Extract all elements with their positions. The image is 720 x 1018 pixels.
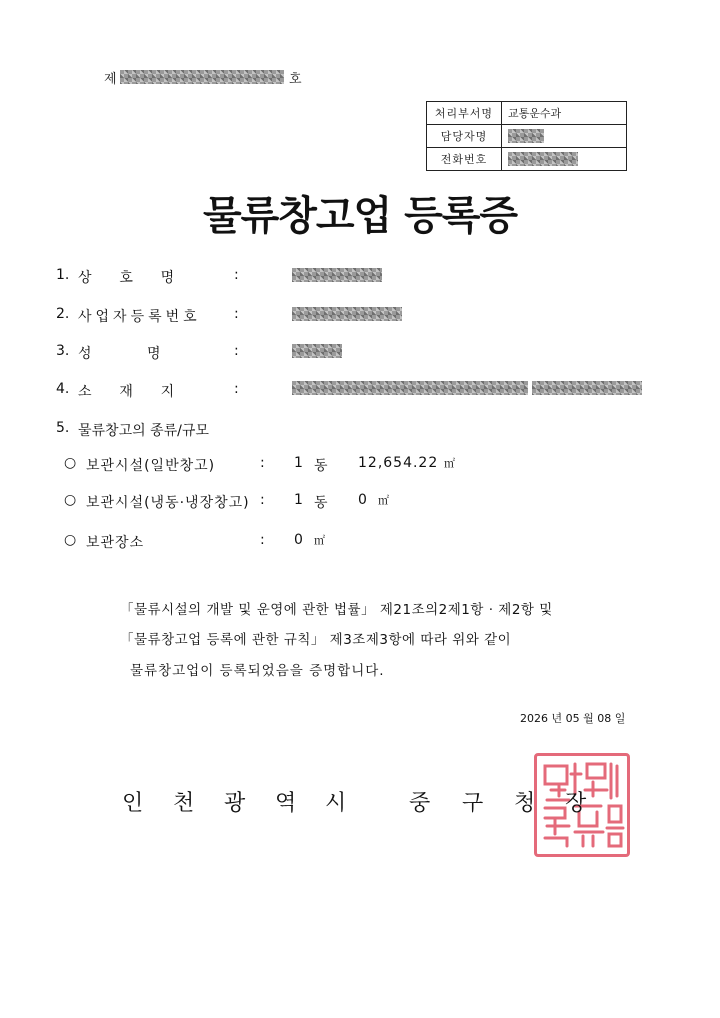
body-line-3: 물류창고업이 등록되었음을 증명합니다.	[130, 663, 385, 679]
date-year: 2026	[520, 712, 548, 725]
field-label: 성 명	[78, 346, 162, 362]
bullet: ○	[64, 455, 78, 471]
issuer-char: 역	[275, 791, 297, 816]
document-title: 물류창고업 등록증	[202, 193, 518, 239]
staff-value	[502, 125, 627, 148]
warehouse-row-cold	[64, 492, 484, 512]
field-num: 4.	[56, 381, 70, 397]
row-name: 보관시설(냉동·냉장창고)	[86, 495, 250, 511]
field-colon: :	[234, 381, 239, 397]
row-count-unit: 동	[314, 458, 329, 474]
row-count: 1	[294, 455, 304, 471]
date-month: 05	[565, 712, 580, 725]
row-count-unit: 동	[314, 495, 329, 511]
field-num: 1.	[56, 267, 70, 283]
issuer-char: 천	[173, 791, 195, 816]
phone-label: 전화번호	[427, 148, 502, 171]
row-area-unit: ㎡	[314, 534, 326, 547]
issuer-char: 중	[409, 791, 431, 816]
field-company-name	[56, 267, 239, 286]
location-redacted-2	[532, 381, 642, 395]
staff-label: 담당자명	[427, 125, 502, 148]
company-name-redacted	[292, 268, 382, 282]
date-day-unit: 일	[614, 712, 626, 725]
field-label: 소 재 지	[78, 384, 177, 400]
row-name: 보관시설(일반창고)	[86, 458, 216, 474]
row-area-unit: ㎡	[378, 494, 390, 507]
phone-value	[502, 148, 627, 171]
row-name: 보관장소	[86, 535, 145, 551]
name-redacted	[292, 344, 342, 358]
doc-number-prefix: 제	[104, 72, 117, 87]
issuer-char: 구	[462, 791, 484, 816]
field-colon: :	[234, 267, 239, 283]
field-label: 물류창고의 종류/규모	[78, 423, 209, 439]
issuer-char: 광	[224, 791, 246, 816]
issuer-char: 장	[565, 791, 587, 816]
bullet: ○	[64, 492, 78, 508]
field-warehouse-type	[56, 420, 209, 439]
field-business-number	[56, 306, 239, 325]
field-num: 5.	[56, 420, 70, 436]
field-name	[56, 343, 239, 362]
field-num: 2.	[56, 306, 70, 322]
row-area: 0	[294, 532, 304, 548]
row-area-unit: ㎡	[444, 457, 456, 470]
doc-number-suffix: 호	[289, 72, 302, 87]
issuer-char: 시	[325, 791, 347, 816]
field-label: 상 호 명	[78, 270, 177, 286]
date-month-unit: 월	[583, 712, 594, 725]
row-colon: :	[260, 492, 266, 508]
row-colon: :	[260, 455, 266, 471]
field-label: 사업자등록번호	[78, 309, 201, 325]
body-line-1: 「물류시설의 개발 및 운영에 관한 법률」 제21조의2제1항 · 제2항 및	[120, 602, 553, 618]
date-day: 08	[597, 712, 612, 725]
field-num: 3.	[56, 343, 70, 359]
business-number-redacted	[292, 307, 402, 321]
field-location	[56, 381, 239, 400]
field-colon: :	[234, 306, 239, 322]
field-colon: :	[234, 343, 239, 359]
row-count: 1	[294, 492, 304, 508]
body-line-2: 「물류창고업 등록에 관한 규칙」 제3조제3항에 따라 위와 같이	[120, 632, 512, 648]
phone-redacted	[508, 152, 578, 166]
staff-redacted	[508, 129, 544, 143]
row-area: 0	[358, 492, 368, 508]
issue-date	[520, 710, 625, 726]
bullet: ○	[64, 532, 78, 548]
dept-label: 처리부서명	[427, 102, 502, 125]
date-year-unit: 년	[551, 712, 563, 725]
dept-value: 교통운수과	[502, 102, 627, 125]
department-info-table	[426, 101, 627, 171]
warehouse-row-general	[64, 455, 484, 475]
doc-number-redacted	[120, 70, 284, 84]
issuer-char: 청	[514, 791, 536, 816]
row-area: 12,654.22	[358, 455, 439, 471]
issuer-char: 인	[122, 791, 144, 816]
location-redacted-1	[292, 381, 528, 395]
row-colon: :	[260, 532, 266, 548]
warehouse-row-storage	[64, 532, 484, 552]
